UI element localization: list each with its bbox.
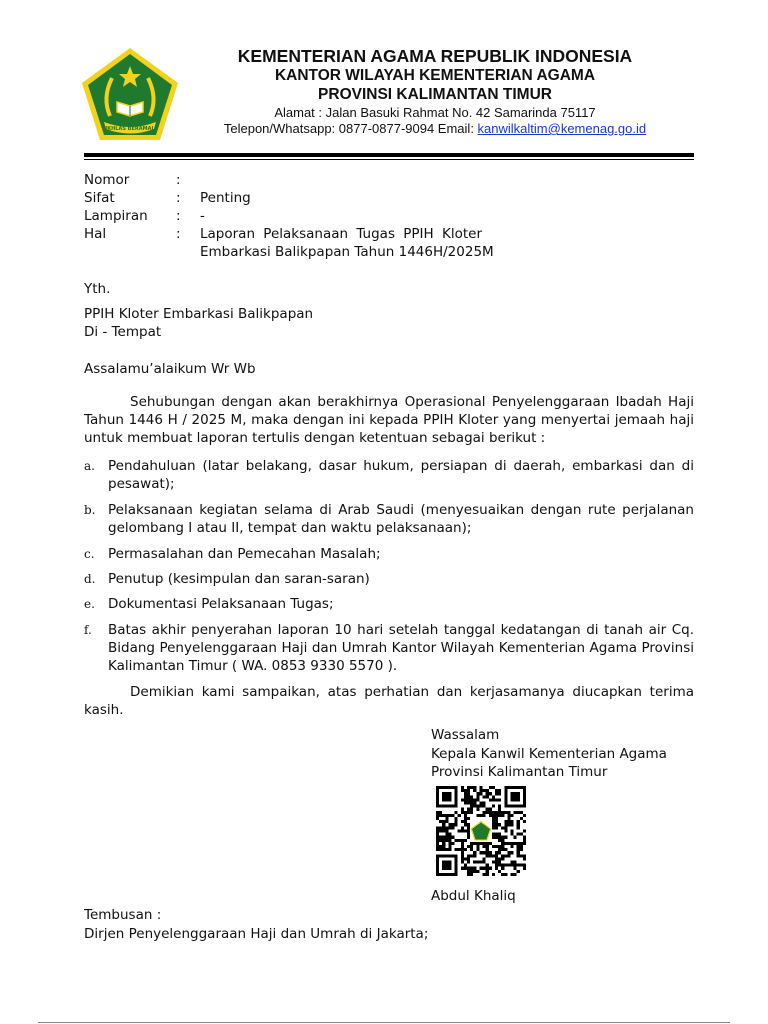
signature-name: Abdul Khaliq [431, 888, 516, 904]
hal-value-line2: Embarkasi Balikpapan Tahun 1446H/2025M [200, 244, 494, 260]
item-f-line1: Batas akhir penyerahan laporan 10 hari setelah tanggal kedatangan di tanah air Cq. [108, 622, 694, 638]
item-c-line1: Permasalahan dan Pemecahan Masalah; [108, 546, 381, 562]
item-f-line3: Kalimantan Timur ( WA. 0853 9330 5570 ). [108, 658, 398, 674]
recipient-yth: Yth. [84, 281, 111, 297]
contact-phone: Telepon/Whatsapp: 0877-0877-9094 Email: [223, 121, 478, 136]
email-link[interactable]: kanwilkaltim@kemenag.go.id [477, 121, 647, 136]
nomor-colon: : [176, 172, 181, 188]
item-a-marker: a. [84, 459, 95, 473]
signature-salutation: Wassalam [431, 727, 500, 743]
logo-motto: IKHLAS BERAMAL [105, 126, 155, 132]
closing-line2: kasih. [84, 702, 124, 718]
hal-colon: : [176, 226, 181, 242]
item-e-marker: e. [84, 597, 95, 611]
intro-line2: Tahun 1446 H / 2025 M, maka dengan ini kepada PPIH Kloter yang menyertai jemaah haji [84, 412, 694, 428]
lampiran-label: Lampiran [84, 208, 148, 224]
sifat-colon: : [176, 190, 181, 206]
item-f-marker: f. [84, 623, 92, 637]
cc-line1: Dirjen Penyelenggaraan Haji dan Umrah di Jakarta; [84, 926, 429, 942]
item-b-marker: b. [84, 503, 96, 517]
letterhead-rule-thin [84, 159, 694, 160]
greeting: Assalamu’alaikum Wr Wb [84, 361, 256, 377]
letterhead-contact [185, 121, 685, 136]
kemenag-logo [80, 46, 180, 144]
sifat-label: Sifat [84, 190, 115, 206]
item-a-line1: Pendahuluan (latar belakang, dasar hukum, persiapan di daerah, embarkasi dan di [108, 458, 694, 474]
item-b-line1: Pelaksanaan kegiatan selama di Arab Saudi (menyesuaikan dengan rute perjalanan [108, 502, 694, 518]
signature-qr-code [436, 786, 526, 876]
letterhead-rule-thick [84, 153, 694, 157]
intro-line3: untuk membuat laporan tertulis dengan ketentuan sebagai berikut : [84, 430, 546, 446]
lampiran-colon: : [176, 208, 181, 224]
recipient-name: PPIH Kloter Embarkasi Balikpapan [84, 306, 314, 322]
item-d-line1: Penutup (kesimpulan dan saran-saran) [108, 571, 370, 587]
lampiran-value: - [200, 208, 205, 224]
page-bottom-border [38, 1022, 730, 1023]
item-c-marker: c. [84, 547, 95, 561]
item-b-line2: gelombang I atau II, tempat dan waktu pelaksanaan); [108, 520, 472, 536]
hal-label: Hal [84, 226, 107, 242]
letterhead-ministry: KEMENTERIAN AGAMA REPUBLIK INDONESIA [237, 46, 633, 66]
letterhead-address: Alamat : Jalan Basuki Rahmat No. 42 Samarinda 75117 [274, 105, 596, 120]
signature-title2: Provinsi Kalimantan Timur [431, 764, 608, 780]
item-d-marker: d. [84, 572, 96, 586]
letterhead-province: PROVINSI KALIMANTAN TIMUR [318, 86, 552, 103]
item-e-line1: Dokumentasi Pelaksanaan Tugas; [108, 596, 334, 612]
recipient-place: Di - Tempat [84, 324, 162, 340]
letterhead-office: KANTOR WILAYAH KEMENTERIAN AGAMA [274, 67, 596, 84]
intro-line1: Sehubungan dengan akan berakhirnya Operasional Penyelenggaraan Ibadah Haji [130, 394, 694, 410]
sifat-value: Penting [200, 190, 251, 206]
item-f-line2: Bidang Penyelenggaraan Haji dan Umrah Kantor Wilayah Kementerian Agama Provinsi [108, 640, 694, 656]
closing-line1: Demikian kami sampaikan, atas perhatian dan kerjasamanya diucapkan terima [130, 684, 694, 700]
signature-title1: Kepala Kanwil Kementerian Agama [431, 746, 667, 762]
cc-label: Tembusan : [84, 907, 162, 923]
hal-value-line1: Laporan Pelaksanaan Tugas PPIH Kloter [200, 226, 482, 242]
item-a-line2: pesawat); [108, 476, 175, 492]
nomor-label: Nomor [84, 172, 130, 188]
